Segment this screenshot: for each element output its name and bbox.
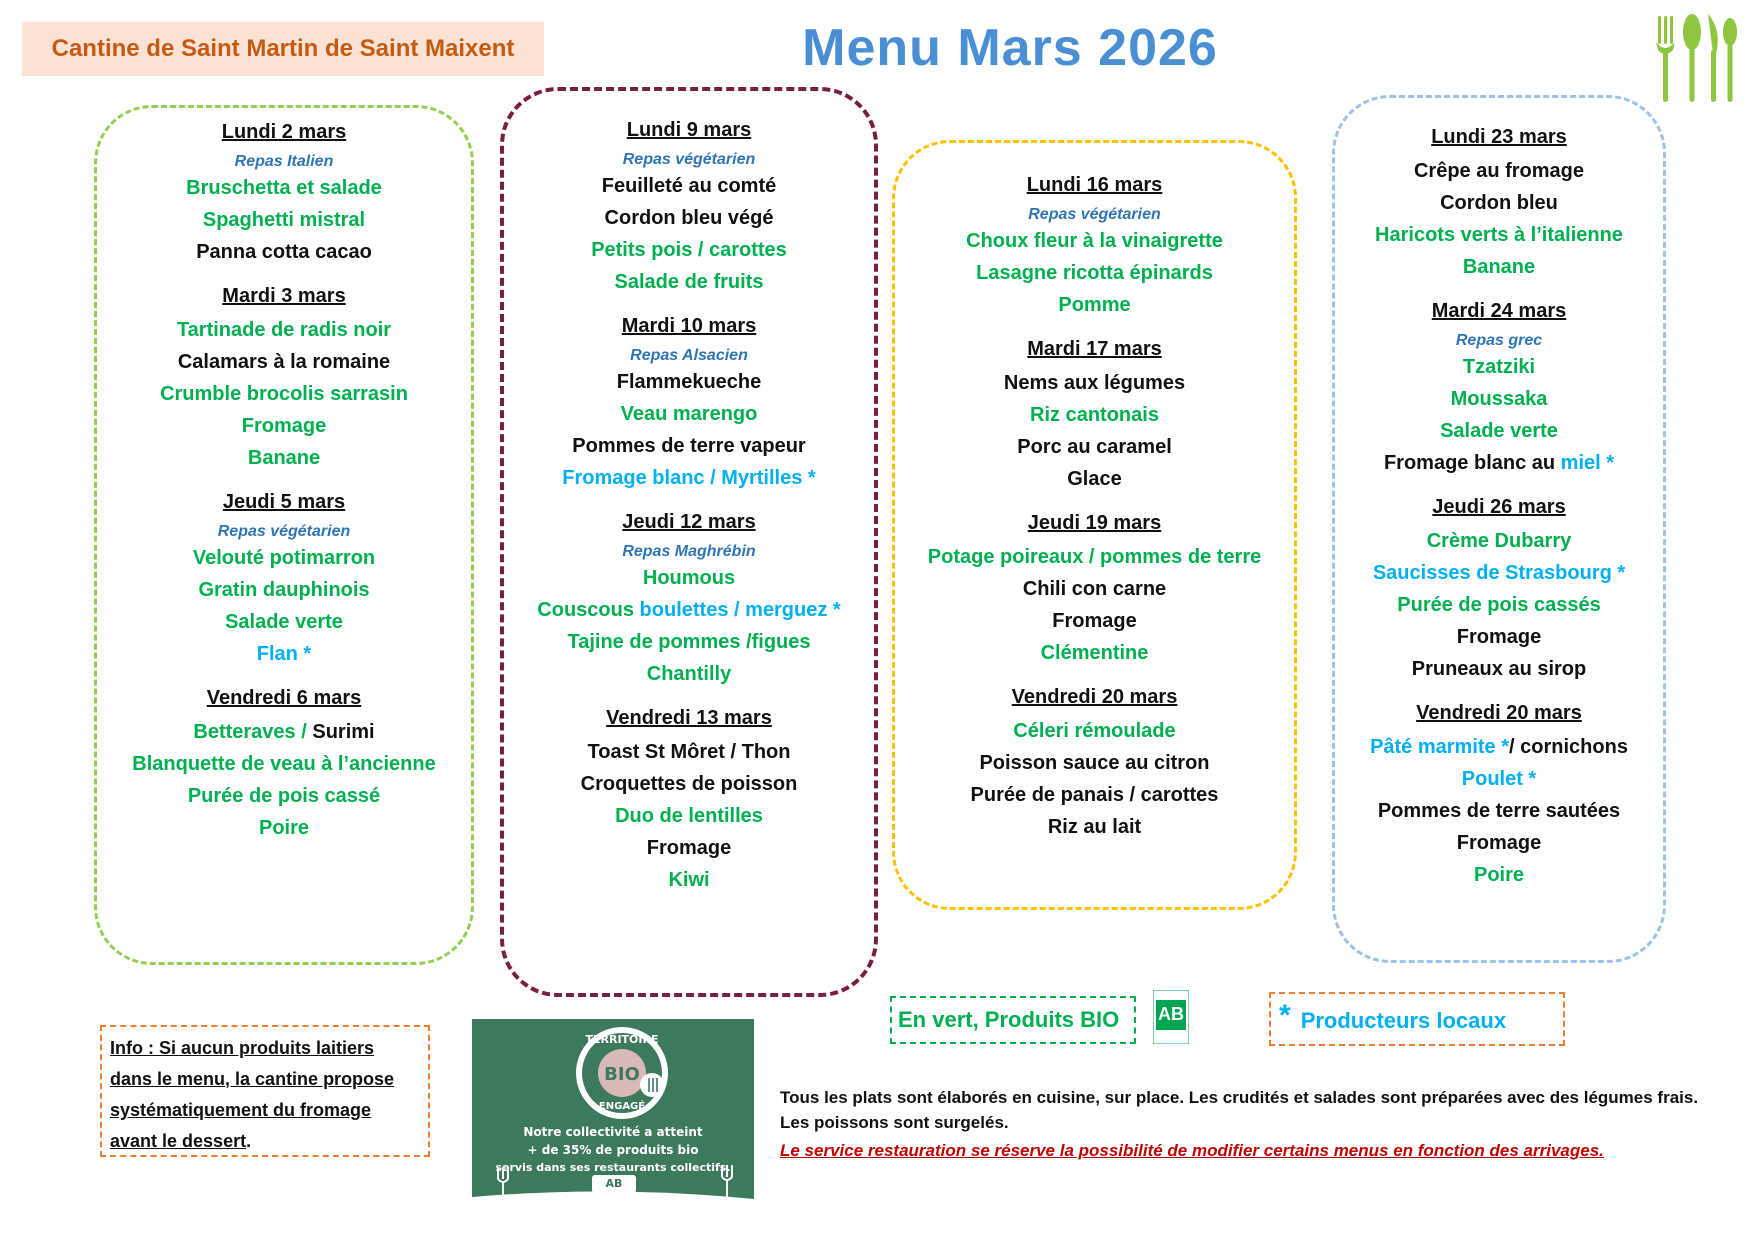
dish-text: Duo de lentilles: [615, 805, 763, 827]
dish-text: Porc au caramel: [1017, 436, 1172, 458]
dish: [504, 430, 874, 462]
dish: [895, 747, 1294, 779]
legend-bio-box: [890, 996, 1136, 1044]
dish: [504, 234, 874, 266]
dish: [504, 800, 874, 832]
dish: [97, 172, 471, 204]
day-title: Vendredi 20 mars: [1011, 686, 1178, 708]
dish-text: Tartinade de radis noir: [176, 319, 392, 341]
dish: [504, 832, 874, 864]
legend-bio-text: En vert, Produits BIO: [898, 1007, 1120, 1032]
dish-text: Clémentine: [1040, 642, 1149, 664]
dish-text: Salade de fruits: [614, 271, 764, 293]
dish: [97, 748, 471, 780]
dish-text: Banane: [247, 447, 321, 469]
day-block: [1335, 125, 1663, 283]
day-title: Lundi 16 mars: [1026, 174, 1163, 196]
warning-note: Le service restauration se réserve la possibilité de modifier certains menus en fonction des arrivages.: [780, 1141, 1604, 1160]
day-title: Vendredi 13 mars: [606, 707, 772, 729]
day-title: Mardi 24 mars: [1431, 300, 1567, 322]
dish: [895, 779, 1294, 811]
day-block: [97, 284, 471, 474]
dish-text: Couscous: [537, 599, 640, 621]
dish-text: miel *: [1560, 452, 1615, 474]
dish-text: Saucisses de Strasbourg *: [1372, 562, 1626, 584]
dish-text: Poulet *: [1461, 768, 1537, 790]
dish: [97, 236, 471, 268]
dish: [97, 542, 471, 574]
dish: [504, 366, 874, 398]
week-column-4: [1332, 95, 1666, 963]
dish: [504, 594, 874, 626]
day-title: Mardi 3 mars: [222, 285, 346, 307]
dish: [895, 225, 1294, 257]
info-box: [100, 1025, 430, 1157]
dish: [895, 541, 1294, 573]
dish-text: Moussaka: [1450, 388, 1548, 410]
dish: [1335, 621, 1663, 653]
dish: [895, 257, 1294, 289]
day-block: [895, 173, 1294, 321]
dish-text: Veau marengo: [620, 403, 758, 425]
bio-label: BIO: [604, 1064, 640, 1085]
dish-text: Velouté potimarron: [192, 547, 376, 569]
dish: [504, 562, 874, 594]
dish-text: Riz au lait: [1047, 816, 1142, 838]
ab-badge: AB: [605, 1177, 623, 1190]
dish-text: Pommes de terre sautées: [1377, 800, 1621, 822]
dish-text: Spaghetti mistral: [202, 209, 366, 231]
dish-text: Purée de pois cassés: [1397, 594, 1601, 616]
dish-text: Lasagne ricotta épinards: [976, 262, 1213, 284]
dish-text: Haricots verts à l’italienne: [1375, 224, 1623, 246]
dish-text: Céleri rémoulade: [1013, 720, 1176, 742]
dish: [504, 266, 874, 298]
dish: [895, 463, 1294, 495]
dish-text: Poisson sauce au citron: [979, 752, 1210, 774]
bio-panel-line-1: Notre collectivité a atteint: [523, 1125, 703, 1139]
dish-text: Banane: [1462, 256, 1536, 278]
dish-text: Pruneaux au sirop: [1411, 658, 1587, 680]
asterisk-icon: *: [1279, 999, 1291, 1032]
dish-text: / cornichons: [1509, 736, 1628, 758]
info-end: .: [246, 1131, 252, 1151]
day-block: [895, 511, 1294, 669]
dish-text: Pomme: [1058, 294, 1131, 316]
day-block: [504, 118, 874, 298]
meal-theme: Repas végétarien: [622, 151, 756, 168]
dish: [504, 626, 874, 658]
dish-text: Chili con carne: [1022, 578, 1167, 600]
meal-theme: Repas grec: [1455, 332, 1543, 349]
meal-theme: Repas végétarien: [1028, 206, 1161, 223]
day-title: Lundi 2 mars: [221, 121, 347, 143]
day-block: [504, 510, 874, 690]
dish: [1335, 251, 1663, 283]
dish: [97, 780, 471, 812]
dish: [1335, 589, 1663, 621]
dish: [97, 378, 471, 410]
info-line-text: avant le dessert: [110, 1131, 247, 1151]
dish-text: Crème Dubarry: [1426, 530, 1572, 552]
dish: [895, 811, 1294, 843]
day-block: [97, 120, 471, 268]
dish: [504, 202, 874, 234]
dish-text: Kiwi: [668, 869, 710, 891]
dish-text: Croquettes de poisson: [580, 773, 798, 795]
dish-text: Feuilleté au comté: [601, 175, 777, 197]
day-title: Lundi 9 mars: [626, 119, 752, 141]
dish-text: Chantilly: [646, 663, 732, 685]
day-title: Mardi 17 mars: [1027, 338, 1162, 360]
dish: [97, 574, 471, 606]
dish-text: Fromage blanc au: [1383, 452, 1561, 474]
dish: [97, 716, 471, 748]
info-line: [110, 1126, 420, 1157]
day-title: Jeudi 12 mars: [622, 511, 756, 533]
bio-panel-line-3: servis dans ses restaurants collectifs.: [495, 1161, 731, 1174]
legend-local-box: [1269, 992, 1565, 1046]
dish-text: Flammekueche: [616, 371, 762, 393]
meal-theme: Repas Maghrébin: [622, 543, 756, 560]
dish-text: boulettes / merguez *: [639, 599, 841, 621]
dish: [97, 314, 471, 346]
dish-text: Bruschetta et salade: [186, 177, 382, 199]
dish: [504, 658, 874, 690]
day-title: Lundi 23 mars: [1431, 126, 1567, 148]
dish-text: Surimi: [312, 721, 375, 743]
dish-text: Glace: [1067, 468, 1122, 490]
dish-text: Petits pois / carottes: [591, 239, 787, 261]
dish-text: Purée de panais / carottes: [970, 784, 1219, 806]
dish: [504, 768, 874, 800]
day-block: [895, 337, 1294, 495]
dish-text: Toast St Môret / Thon: [587, 741, 791, 763]
canteen-name: Cantine de Saint Martin de Saint Maixent: [51, 35, 515, 62]
territoire-label: TERRITOIRE: [585, 1033, 659, 1046]
dish: [97, 346, 471, 378]
dish: [895, 431, 1294, 463]
day-block: [504, 314, 874, 494]
bio-panel-line-2: + de 35% de produits bio: [527, 1143, 699, 1157]
dish: [1335, 155, 1663, 187]
day-title: Jeudi 5 mars: [222, 491, 346, 513]
dish-text: Poire: [1473, 864, 1525, 886]
dish: [504, 736, 874, 768]
day-block: [1335, 299, 1663, 479]
dish-text: Choux fleur à la vinaigrette: [966, 230, 1223, 252]
meal-theme: Repas végétarien: [217, 523, 351, 540]
dish-text: Gratin dauphinois: [198, 579, 370, 601]
dish-text: Potage poireaux / pommes de terre: [927, 546, 1262, 568]
week-column-2: [500, 87, 878, 997]
info-line: Info : Si aucun produits laitiers: [110, 1038, 375, 1058]
dish-text: Cordon bleu végé: [604, 207, 774, 229]
kitchen-note: Tous les plats sont élaborés en cuisine, sur place. Les crudités et salades sont préparées avec des légumes frais. Les poissons sont surgelés.: [780, 1088, 1699, 1132]
info-line: systématiquement du fromage: [110, 1100, 372, 1120]
info-line: dans le menu, la cantine propose: [110, 1069, 395, 1089]
dish: [504, 398, 874, 430]
dish: [895, 637, 1294, 669]
dish: [1335, 763, 1663, 795]
dish: [1335, 557, 1663, 589]
dish-text: Fromage: [241, 415, 327, 437]
canteen-name-box: [22, 22, 544, 76]
dish-text: Tzatziki: [1462, 356, 1536, 378]
dish: [504, 462, 874, 494]
cutlery-icon: [1650, 10, 1740, 110]
dish: [504, 864, 874, 896]
dish-text: Cordon bleu: [1440, 192, 1558, 214]
dish: [97, 442, 471, 474]
dish: [895, 605, 1294, 637]
dish: [1335, 731, 1663, 763]
dish: [895, 399, 1294, 431]
dish: [1335, 447, 1663, 479]
legend-local-text: Producteurs locaux: [1300, 1008, 1507, 1033]
day-block: [97, 686, 471, 844]
dish: [1335, 795, 1663, 827]
day-block: [504, 706, 874, 896]
dish-text: Nems aux légumes: [1003, 372, 1186, 394]
dish-text: Fromage: [1456, 832, 1542, 854]
dish-text: Salade verte: [1440, 420, 1558, 442]
dish: [504, 170, 874, 202]
ab-logo-text: AB: [1158, 1004, 1184, 1024]
dish-text: Blanquette de veau à l’ancienne: [132, 753, 436, 775]
week-column-3: [892, 140, 1297, 910]
dish: [97, 606, 471, 638]
dish: [895, 289, 1294, 321]
dish-text: Fromage: [646, 837, 732, 859]
dish: [895, 715, 1294, 747]
dish: [1335, 219, 1663, 251]
dish-text: Fromage blanc / Myrtilles *: [562, 467, 816, 489]
dish: [1335, 827, 1663, 859]
dish-text: Poire: [258, 817, 310, 839]
dish-text: Houmous: [642, 567, 736, 589]
engage-label: ENGAGÉ: [598, 1101, 646, 1112]
day-title: Vendredi 20 mars: [1416, 702, 1582, 724]
territoire-bio-panel: [472, 1019, 754, 1215]
day-title: Mardi 10 mars: [621, 315, 757, 337]
dish: [1335, 415, 1663, 447]
dish: [97, 812, 471, 844]
dish: [97, 638, 471, 670]
dish-text: Betteraves /: [193, 721, 313, 743]
day-title: Jeudi 19 mars: [1027, 512, 1162, 534]
dish-text: Pommes de terre vapeur: [572, 435, 806, 457]
dish-text: Crêpe au fromage: [1413, 160, 1585, 182]
menu-title: Menu Mars 2026: [802, 19, 1218, 77]
dish-text: Panna cotta cacao: [196, 241, 372, 263]
dish: [1335, 187, 1663, 219]
meal-theme: Repas Italien: [234, 153, 334, 170]
dish: [895, 367, 1294, 399]
day-title: Vendredi 6 mars: [206, 687, 362, 709]
dish-text: Purée de pois cassé: [187, 785, 381, 807]
dish-text: Riz cantonais: [1030, 404, 1159, 426]
dish-text: Flan *: [256, 643, 312, 665]
warning-text: Le service restauration se réserve la possibilité de modifier certains menus en fonction des arrivages: [780, 1141, 1600, 1160]
day-block: [97, 490, 471, 670]
dish: [1335, 383, 1663, 415]
dish-text: Salade verte: [225, 611, 343, 633]
dish: [1335, 351, 1663, 383]
dish-text: Pâté marmite *: [1370, 736, 1510, 758]
dish: [1335, 525, 1663, 557]
dish: [1335, 859, 1663, 891]
day-block: [1335, 701, 1663, 891]
dish-text: Crumble brocolis sarrasin: [160, 383, 408, 405]
dish: [97, 410, 471, 442]
dish: [1335, 653, 1663, 685]
week-column-1: [94, 105, 474, 965]
dish-text: Fromage: [1456, 626, 1542, 648]
meal-theme: Repas Alsacien: [630, 347, 748, 364]
dish: [97, 204, 471, 236]
dish-text: Fromage: [1052, 610, 1137, 632]
day-block: [1335, 495, 1663, 685]
dish-text: Tajine de pommes /figues: [567, 631, 811, 653]
day-block: [895, 685, 1294, 843]
day-title: Jeudi 26 mars: [1432, 496, 1566, 518]
ab-logo: [1153, 990, 1189, 1044]
dish-text: Calamars à la romaine: [177, 351, 391, 373]
dish: [895, 573, 1294, 605]
